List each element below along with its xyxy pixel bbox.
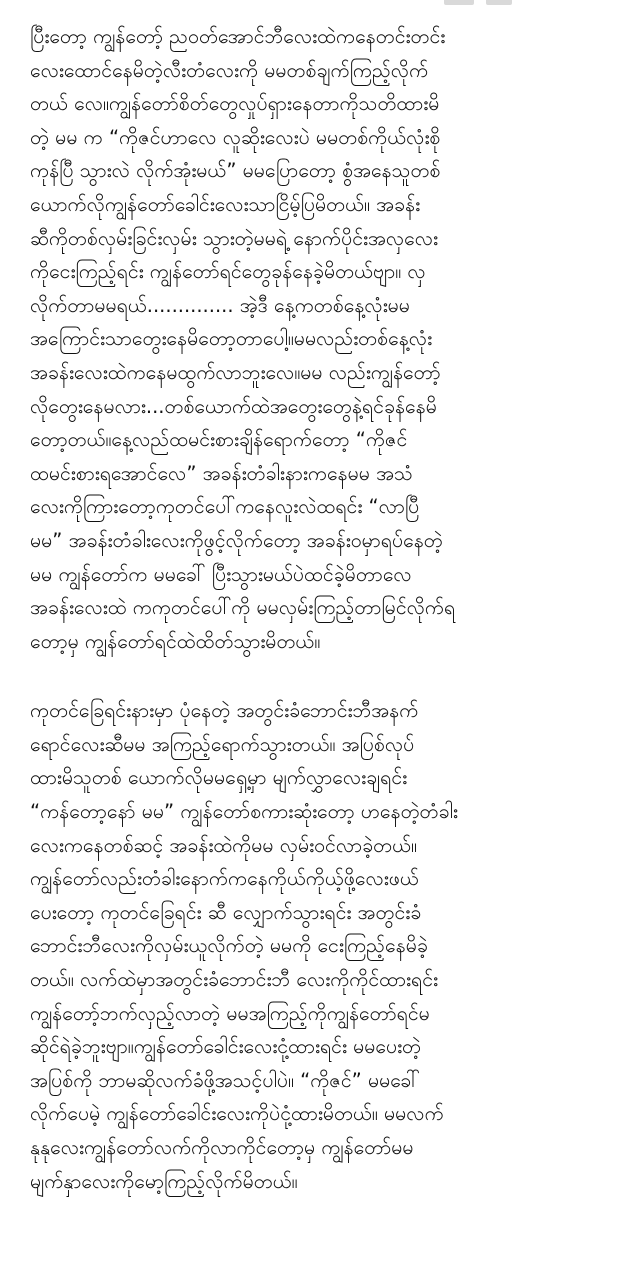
text-line: ကျွန်တော်လည်းတံခါးနောက်ကနေကိုယ်ကိုယ့်ဖို့လေးဖယ် xyxy=(30,867,419,891)
text-line: တယ်။ လက်ထဲမှာအတွင်းခံဘောင်းဘီ လေးကိုကိုင်ထားရင်း xyxy=(30,968,438,992)
text-line: ကျွန်တော့်ဘက်လှည့်လာတဲ့ မမအကြည့်ကိုကျွန်တော်ရင်မ xyxy=(30,1001,430,1025)
text-line: ထားမိသူတစ် ယောက်လိုမမရှေ့မှာ မျက်လွှာလေးချရင်း xyxy=(30,766,408,790)
top-edge-mark xyxy=(486,0,512,5)
text-line: အခန်းလေးထဲကနေမထွက်လာဘူးလေ။မမ လည်းကျွန်တော့် xyxy=(30,360,441,384)
story-paragraph-2 xyxy=(30,694,602,1198)
top-edge-mark xyxy=(444,0,474,5)
text-line: မမ ကျွန်တော်က မမခေါ် ပြီးသွားမယ်ပဲထင်ခဲ့မိတာလေ xyxy=(30,562,412,586)
text-line: တဲ့ မမ က “ကိုဇင်ဟာလေ လူဆိုးလေးပဲ မမတစ်ကိုယ်လုံးစို xyxy=(30,125,441,149)
text-line: လိုက်တာမမရယ်.............. အဲ့ဒီ နေ့ကတစ်နေ့လုံးမမ xyxy=(30,293,410,317)
text-line: ဆီကိုတစ်လှမ်းခြင်းလှမ်း သွားတဲ့မမရဲ့ နောက်ပိုင်းအလှလေး xyxy=(30,226,438,250)
text-line: နုနုလေးကျွန်တော်လက်ကိုလာကိုင်တော့မှ ကျွန်တော်မမ xyxy=(30,1136,414,1159)
text-line: ကုန်ပြီ သွားလဲ လိုက်အုံးမယ်” မမပြောတော့ စွံအနေသူတစ် xyxy=(30,159,441,183)
text-line: ပေးတော့ ကုတင်ခြေရင်း ဆီ လျှောက်သွားရင်း အတွင်းခံ xyxy=(30,900,422,924)
text-line: တော့တယ်။နေ့လည်ထမင်းစားချိန်ရောက်တော့ “ကိုဇင် xyxy=(30,428,408,452)
story-document xyxy=(30,20,602,1198)
text-line: ကုတင်ခြေရင်းနားမှာ ပုံနေတဲ့ အတွင်းခံဘောင်းဘီအနက် xyxy=(30,699,419,723)
text-line: ကိုငေးကြည့်ရင်း ကျွန်တော်ရင်တွေခုန်နေခဲ့မိတယ်ဗျာ။ လှ xyxy=(30,260,426,284)
text-line: “ကန်တော့နော် မမ” ကျွန်တော်စကားဆုံးတော့ ဟနေတဲ့တံခါး xyxy=(30,800,458,824)
text-line: တယ် လေ။ကျွန်တော်စိတ်တွေလှုပ်ရှားနေတာကိုသတိထားမိ xyxy=(30,92,440,116)
text-line: အပြစ်ကို ဘာမဆိုလက်ခံဖို့အသင့်ပါပဲ။ “ကိုဇင်” မမခေါ် xyxy=(30,1068,420,1092)
text-line: ဆိုင်ရဲခဲ့ဘူးဗျာ။ကျွန်တော်ခေါင်းလေးငုံ့ထားရင်း မမပေးတဲ့ xyxy=(30,1035,422,1059)
text-line: မမ” အခန်းတံခါးလေးကိုဖွင့်လိုက်တော့ အခန်းဝမှာရပ်နေတဲ့ xyxy=(30,528,443,552)
text-line: ယောက်လိုကျွန်တော်ခေါင်းလေးသာငြိမ့်ပြမိတယ်။ အခန်း xyxy=(30,192,421,216)
text-line: လေးထောင်နေမိတဲ့လီးတံလေးကို မမတစ်ချက်ကြည့်လိုက် xyxy=(30,58,429,82)
text-line: ဘောင်းဘီလေးကိုလှမ်းယူလိုက်တဲ့ မမကို ငေးကြည့်နေမိခဲ့ xyxy=(30,934,428,958)
story-paragraph-1 xyxy=(30,20,602,658)
text-line: လေးကနေတစ်ဆင့် အခန်းထဲကိုမမ လှမ်းဝင်လာခဲ့တယ်။ xyxy=(30,833,417,857)
text-line: ထမင်းစားရအောင်လေ” အခန်းတံခါးနားကနေမမ အသံ xyxy=(30,461,413,485)
text-line: ပြီးတော့ ကျွန်တော့် ညဝတ်အောင်ဘီလေးထဲကနေတင်းတင်း xyxy=(30,25,446,48)
text-line: အခန်းလေးထဲ ကကုတင်ပေါ်ကို မမလှမ်းကြည့်တာမြင်လိုက်ရ xyxy=(30,596,456,620)
text-line: လေးကိုကြားတော့ကုတင်ပေါ်ကနေလူးလဲထရင်း “လာပြီ xyxy=(30,495,420,519)
text-line: ရောင်လေးဆီမမ အကြည့်ရောက်သွားတယ်။ အပြစ်လုပ် xyxy=(30,732,415,756)
text-line: မျက်နှာလေးကိုမော့ကြည့်လိုက်မိတယ်။ xyxy=(30,1169,298,1193)
top-edge-artifact xyxy=(0,0,628,14)
text-line: လိုတွေးနေမလား...တစ်ယောက်ထဲအတွေးတွေနဲ့ရင်ခုန်နေမိ xyxy=(30,394,437,418)
text-line: တော့မှ ကျွန်တော်ရင်ထဲထိတ်သွားမိတယ်။ xyxy=(30,629,321,653)
text-line: လိုက်ပေမဲ့ ကျွန်တော်ခေါင်းလေးကိုပဲငုံ့ထားမိတယ်။ မမလက် xyxy=(30,1102,444,1126)
text-line: အကြောင်းသာတွေးနေမိတော့တာပေါ့။မမလည်းတစ်နေ့လုံး xyxy=(30,327,433,351)
paragraph-spacer xyxy=(30,658,602,694)
